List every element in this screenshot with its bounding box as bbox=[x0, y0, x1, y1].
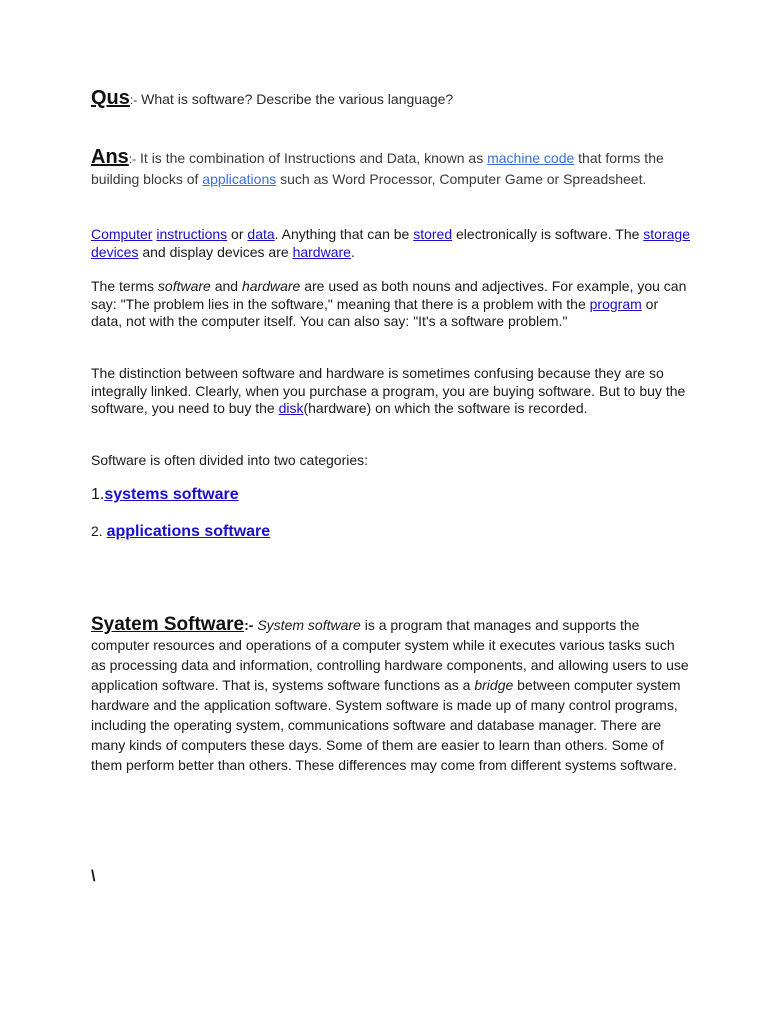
backslash-text: \ bbox=[91, 868, 96, 885]
category-item-2 bbox=[91, 523, 691, 541]
para2-text-1: The terms bbox=[91, 278, 158, 294]
link-devices[interactable]: devices bbox=[91, 243, 139, 260]
para2-emphasis-hardware: hardware bbox=[241, 278, 301, 294]
category-item-1 bbox=[91, 486, 691, 504]
para1-text-5: . bbox=[350, 243, 355, 260]
para2-emphasis-software: software bbox=[157, 278, 211, 294]
link-program[interactable]: program bbox=[589, 295, 642, 312]
para1-text-2: . Anything that can be bbox=[274, 226, 414, 242]
link-stored[interactable]: stored bbox=[413, 226, 453, 242]
question-paragraph bbox=[91, 87, 691, 110]
trailing-backslash bbox=[91, 868, 691, 886]
answer-text-2: that forms the building blocks of bbox=[91, 150, 664, 187]
link-instructions[interactable]: instructions bbox=[156, 226, 228, 242]
para2-text-4: or data, not with the computer itself. You can also say: "It's a software problem." bbox=[91, 295, 659, 329]
answer-separator: :- bbox=[128, 152, 137, 166]
para2-text-3: are used as both nouns and adjectives. For example, you can say: "The problem lies in the software," meaning that there is a problem with the bbox=[91, 278, 687, 312]
para1-text-4: and display devices are bbox=[138, 243, 293, 260]
system-software-paragraph bbox=[91, 615, 691, 775]
paragraph-computer-instructions bbox=[91, 226, 691, 261]
answer-tag: Ans bbox=[91, 146, 129, 168]
system-software-text-2: between computer system hardware and the application software. System software is made up of many control programs, including the operating system, communications software and database manager. There are many kinds of computers these days. Some of them are easier to learn than others. Some of them perform better than others. These differences may come from different systems software. bbox=[91, 677, 681, 773]
para3-text-1: The distinction between software and hardware is sometimes confusing because they are so integrally linked. Clearly, when you purchase a program, you are buying software. But to buy the software, you need to buy the bbox=[91, 365, 686, 416]
paragraph-categories-intro bbox=[91, 452, 691, 470]
link-applications[interactable]: applications bbox=[202, 171, 277, 187]
link-disk[interactable]: disk bbox=[278, 400, 304, 416]
paragraph-terms bbox=[91, 278, 691, 331]
system-software-separator: :- bbox=[244, 617, 254, 633]
link-systems-software[interactable]: systems software bbox=[104, 486, 239, 503]
para1-text-3: electronically is software. The bbox=[452, 226, 644, 242]
para3-text-2: (hardware) on which the software is recorded. bbox=[303, 400, 588, 416]
para1-text-1: or bbox=[227, 226, 248, 242]
answer-text-1: It is the combination of Instructions and Data, known as bbox=[136, 150, 488, 166]
system-software-heading: Syatem Software bbox=[91, 614, 245, 635]
para2-text-2: and bbox=[210, 278, 242, 294]
link-applications-software[interactable]: applications software bbox=[106, 523, 271, 540]
answer-text-3: such as Word Processor, Computer Game or Spreadsheet. bbox=[276, 171, 647, 187]
link-hardware[interactable]: hardware bbox=[292, 243, 351, 260]
system-software-emphasis: System software bbox=[257, 617, 361, 633]
paragraph-distinction bbox=[91, 365, 691, 418]
para4-text: Software is often divided into two categories: bbox=[91, 452, 369, 468]
category-number-2: 2. bbox=[91, 523, 107, 539]
link-data[interactable]: data bbox=[247, 226, 275, 242]
question-tag: Qus bbox=[91, 87, 130, 109]
answer-paragraph bbox=[91, 147, 691, 189]
bridge-emphasis: bridge bbox=[474, 677, 514, 693]
link-machine-code[interactable]: machine code bbox=[487, 150, 575, 166]
link-storage[interactable]: storage bbox=[643, 226, 690, 242]
category-number-1: 1. bbox=[91, 486, 105, 503]
question-separator: :- bbox=[129, 93, 138, 107]
link-computer[interactable]: Computer bbox=[91, 226, 153, 242]
system-software-text-1: is a program that manages and supports the computer resources and operations of a computer system while it executes various tasks such as processing data and information, controlling hardware components, and allowing users to use application software. That is, systems software functions as a bbox=[91, 617, 689, 693]
question-text: What is software? Describe the various language? bbox=[137, 91, 454, 107]
